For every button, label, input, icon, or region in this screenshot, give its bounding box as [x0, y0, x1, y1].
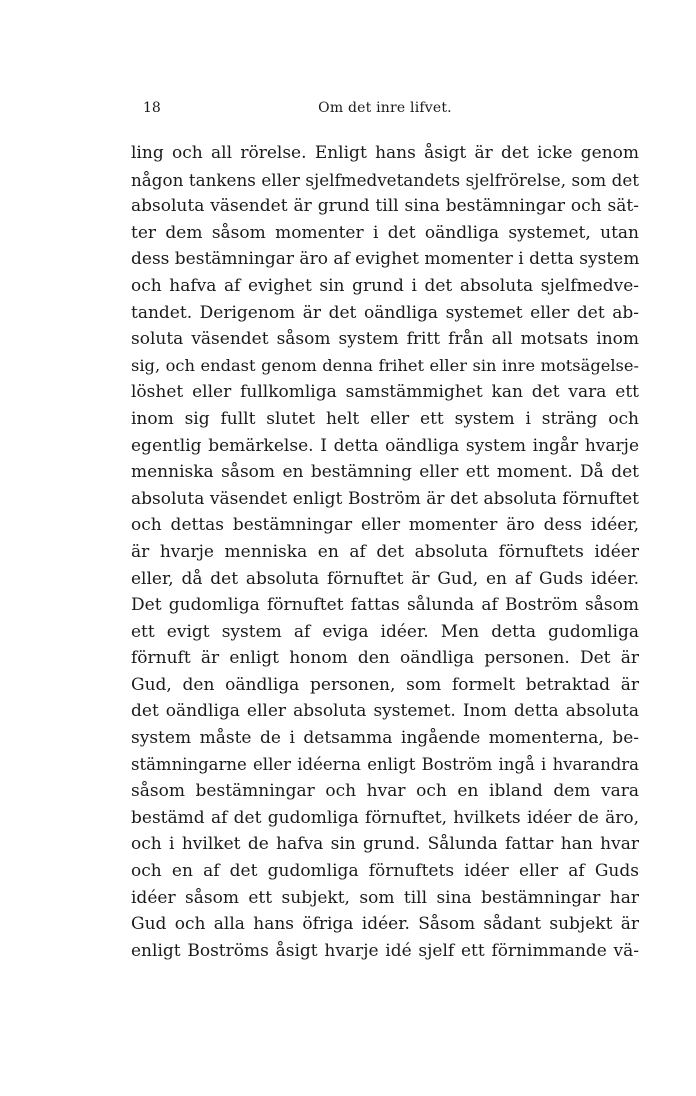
text-line: inom sig fullt slutet helt eller ett system i sträng och	[131, 408, 639, 429]
text-line: dess bestämningar äro af evighet momenter i detta system	[131, 249, 640, 270]
text-line: absoluta väsendet är grund till sina bestämningar och sät-	[131, 196, 639, 217]
running-title: Om det inre lifvet.	[318, 100, 452, 116]
text-line: ter dem såsom momenter i det oändliga systemet, utan	[131, 222, 639, 243]
text-line: ling och all rörelse. Enligt hans åsigt är det icke genom	[131, 143, 639, 163]
text-line: såsom bestämningar och hvar och en ibland dem vara	[131, 781, 639, 802]
text-line: och i hvilket de hafva sin grund. Sålunda fattar han hvar	[131, 834, 639, 855]
text-line: det oändliga eller absoluta systemet. Inom detta absoluta	[131, 701, 639, 722]
text-line: egentlig bemärkelse. I detta oändliga system ingår hvarje	[131, 435, 639, 456]
text-line: och hafva af evighet sin grund i det absoluta sjelfmedve-	[131, 275, 639, 296]
text-line: är hvarje menniska en af det absoluta förnuftets idéer	[131, 541, 639, 562]
text-line: Gud och alla hans öfriga idéer. Såsom sådant subjekt är	[131, 914, 639, 935]
text-line: absoluta väsendet enligt Boström är det absoluta förnuftet	[131, 488, 639, 509]
text-line: idéer såsom ett subjekt, som till sina bestämningar har	[131, 887, 639, 908]
text-line: Gud, den oändliga personen, som formelt betraktad är	[131, 674, 639, 695]
text-line: Det gudomliga förnuftet fattas sålunda af Boström såsom	[131, 595, 639, 616]
text-line: någon tankens eller sjelfmedvetandets sjelfrörelse, som det	[131, 169, 639, 190]
text-line: ett evigt system af eviga idéer. Men detta gudomliga	[131, 621, 639, 642]
text-line: stämningarne eller idéerna enligt Boström ingå i hvarandra	[131, 754, 639, 774]
body-text	[131, 140, 639, 964]
text-line: system måste de i detsamma ingående momenterna, be-	[131, 728, 639, 749]
text-line: förnuft är enligt honom den oändliga personen. Det är	[131, 648, 639, 669]
text-line: sig, och endast genom denna frihet eller sin inre motsägelse-	[131, 355, 639, 375]
text-line: enligt Boströms åsigt hvarje idé sjelf ett förnimmande vä-	[131, 940, 639, 961]
running-head	[131, 97, 639, 119]
text-line: eller, då det absoluta förnuftet är Gud, en af Guds idéer.	[131, 568, 639, 589]
page-number: 18	[143, 100, 161, 116]
text-line: menniska såsom en bestämning eller ett moment. Då det	[131, 462, 639, 483]
text-line: löshet eller fullkomliga samstämmighet kan det vara ett	[131, 382, 639, 403]
text-line: och en af det gudomliga förnuftets idéer eller af Guds	[131, 861, 639, 882]
text-line: soluta väsendet såsom system fritt från all motsats inom	[131, 329, 639, 350]
text-line: tandet. Derigenom är det oändliga systemet eller det ab-	[131, 302, 639, 323]
text-line: bestämd af det gudomliga förnuftet, hvilkets idéer de äro,	[131, 807, 639, 828]
text-line: och dettas bestämningar eller momenter äro dess idéer,	[131, 515, 639, 536]
